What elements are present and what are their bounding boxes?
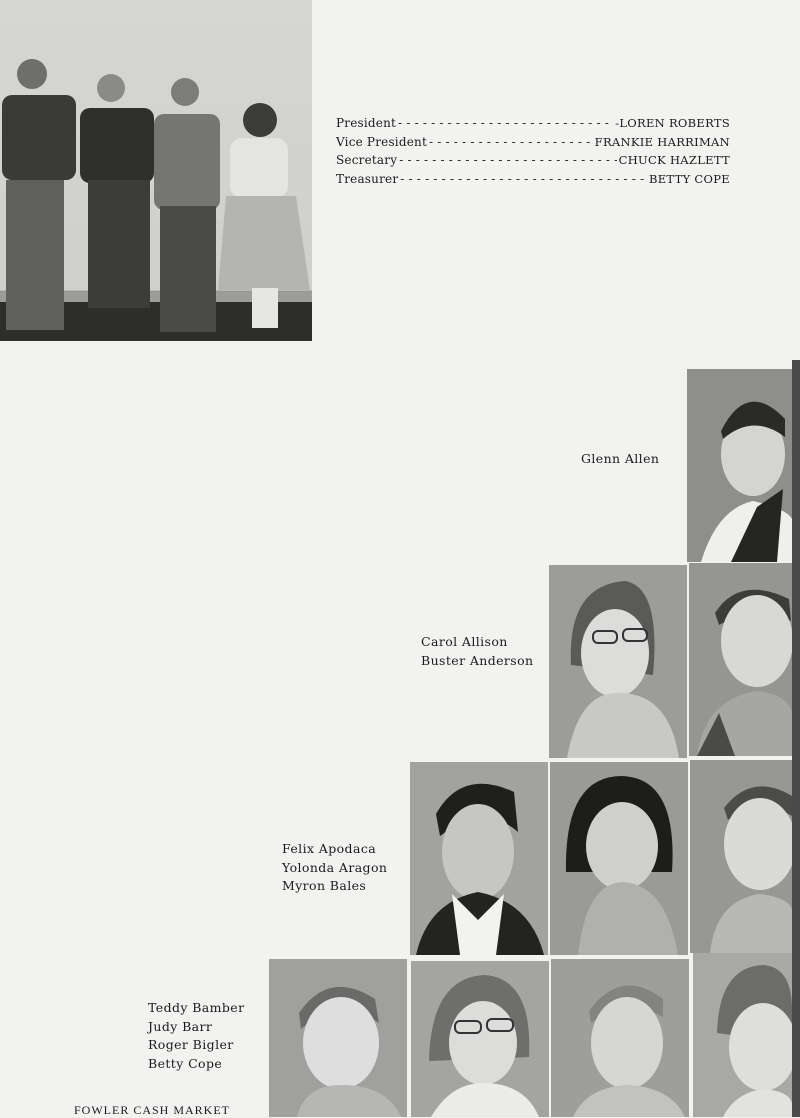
row4-names (148, 999, 244, 1073)
student-portrait (410, 762, 548, 955)
row3-names (282, 840, 387, 896)
student-name: Judy Barr (148, 1018, 213, 1034)
student-portrait (550, 762, 688, 955)
student-name: Roger Bigler (148, 1037, 234, 1052)
student-portrait (687, 369, 792, 562)
student-portrait (690, 760, 792, 953)
dotted-leader (399, 151, 616, 170)
student-name: Teddy Bamber (148, 1000, 245, 1015)
dotted-leader (429, 133, 593, 152)
officer-title: Secretary (336, 153, 398, 167)
officer-row (336, 170, 730, 189)
student-name: Buster Anderson (421, 652, 534, 668)
student-portrait (689, 563, 792, 756)
officer-title: Treasurer (336, 171, 399, 186)
officer-row (336, 114, 730, 133)
student-portrait (411, 961, 549, 1117)
dotted-leader (398, 114, 613, 133)
officer-name: BETTY COPE (648, 171, 730, 186)
officer-row (336, 151, 730, 170)
student-name: Carol Allison (421, 634, 508, 649)
student-portrait (551, 959, 689, 1117)
officers-group-photo (0, 0, 312, 341)
page-edge-shadow (792, 360, 800, 1117)
student-name: Myron Bales (282, 878, 367, 893)
student-name: Betty Cope (148, 1055, 223, 1071)
footer-sponsor: FOWLER CASH MARKET (74, 1103, 231, 1117)
student-portrait (269, 959, 407, 1117)
student-name: Yolonda Aragon (282, 859, 388, 875)
officers-list (336, 114, 730, 188)
officer-row (336, 133, 730, 152)
student-portrait (549, 565, 687, 758)
officer-title: Vice President (336, 134, 427, 149)
officer-name: -LOREN ROBERTS (615, 116, 730, 130)
officer-name: CHUCK HAZLETT (618, 153, 730, 167)
student-name: Felix Apodaca (282, 841, 377, 856)
student-portrait (693, 953, 792, 1117)
dotted-leader (400, 170, 647, 189)
officer-title: President (336, 116, 397, 130)
row1-names (581, 450, 659, 469)
student-name: Glenn Allen (581, 451, 660, 466)
officer-name: FRANKIE HARRIMAN (594, 134, 730, 149)
row2-names (421, 633, 533, 670)
